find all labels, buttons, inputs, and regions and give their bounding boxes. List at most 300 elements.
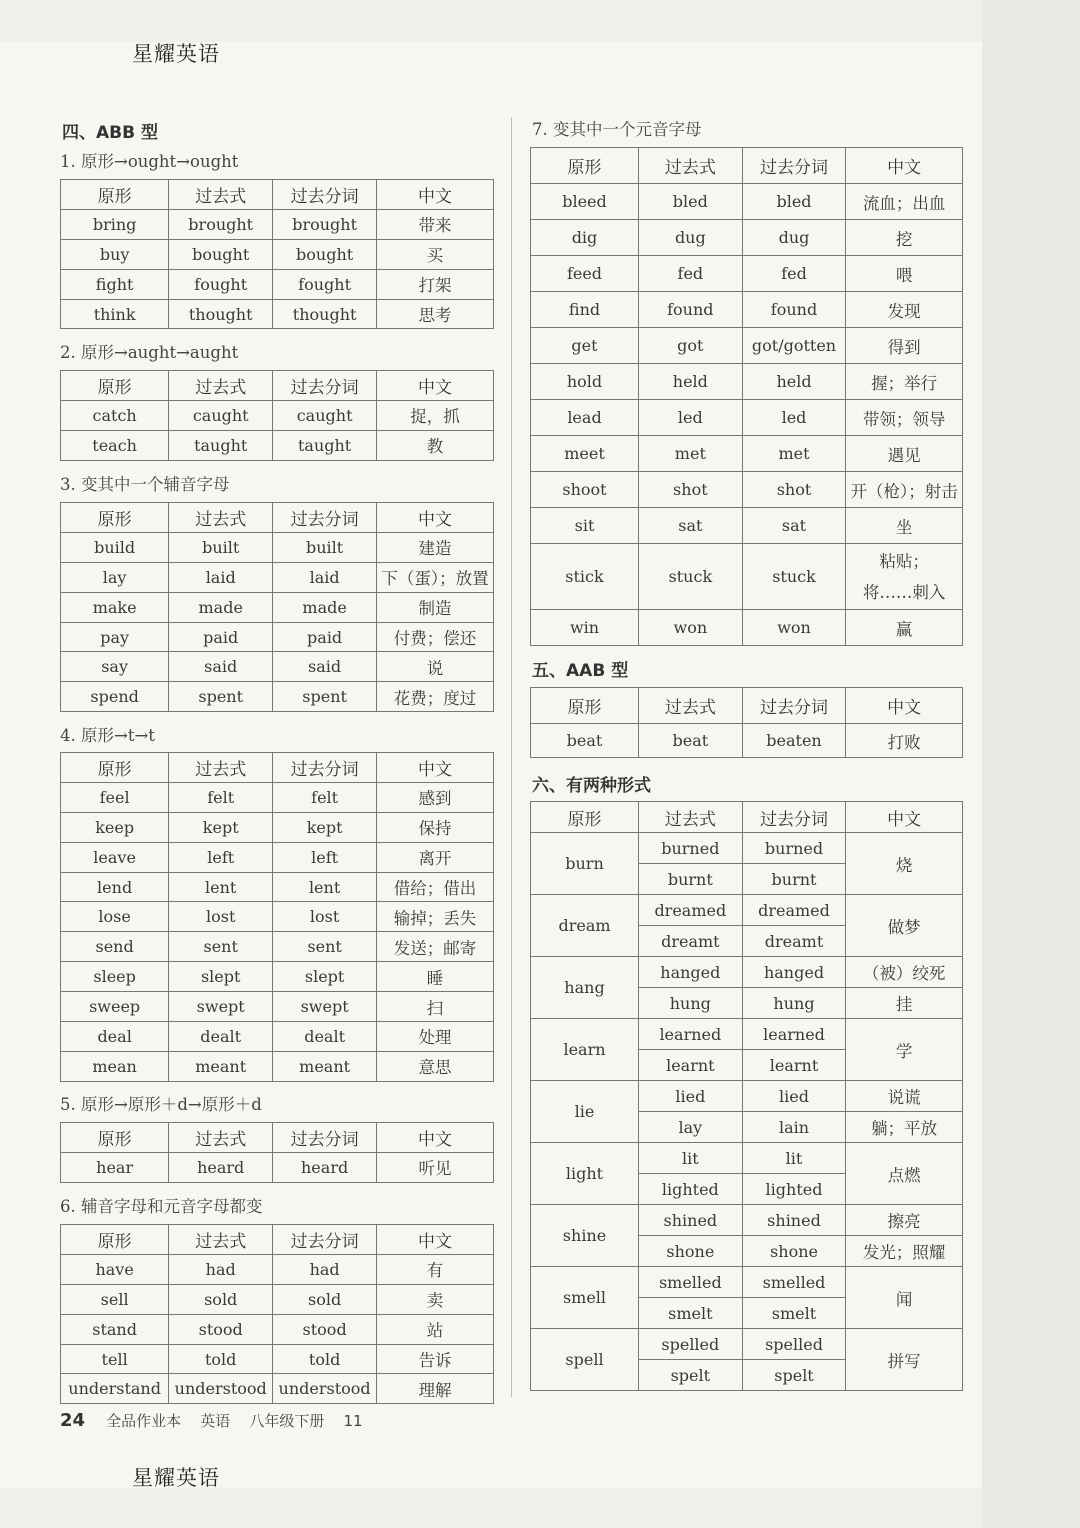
past-tense-cell: sent	[169, 932, 273, 962]
base-form-cell: shine	[531, 1205, 639, 1267]
past-participle-cell: built	[273, 532, 377, 562]
header-past-tense: 过去式	[169, 180, 273, 210]
past-participle-cell: led	[742, 400, 846, 436]
base-form-cell: spell	[531, 1329, 639, 1391]
past-participle-cell: hung	[742, 988, 846, 1019]
table-row	[61, 562, 494, 592]
top-margin	[0, 0, 982, 42]
base-form-cell: say	[61, 652, 169, 682]
past-participle-cell: sent	[273, 932, 377, 962]
group-title-2: 2. 原形→aught→aught	[60, 343, 239, 362]
watermark-top: 星耀英语	[132, 42, 220, 66]
meaning-cell: 发现	[846, 292, 963, 328]
table-row	[531, 957, 963, 988]
header-past-tense: 过去式	[169, 753, 273, 783]
verb-table-6	[60, 1224, 494, 1404]
base-form-cell: pay	[61, 622, 169, 652]
table-row	[531, 1267, 963, 1298]
past-tense-cell: learnt	[639, 1050, 743, 1081]
header-past-participle: 过去分词	[742, 688, 846, 724]
table-row	[61, 1022, 494, 1052]
past-tense-cell: built	[169, 532, 273, 562]
base-form-cell: buy	[61, 239, 169, 269]
past-participle-cell: lied	[742, 1081, 846, 1112]
header-chinese: 中文	[377, 753, 494, 783]
past-tense-cell: paid	[169, 622, 273, 652]
past-tense-cell: slept	[169, 962, 273, 992]
meaning-cell: 感到	[377, 782, 494, 812]
base-form-cell: spend	[61, 682, 169, 712]
meaning-cell: 发送；邮寄	[377, 932, 494, 962]
header-past-tense: 过去式	[169, 1225, 273, 1255]
book-name: 全品作业本	[106, 1412, 182, 1430]
past-tense-cell: fought	[169, 269, 273, 299]
table-row	[61, 1314, 494, 1344]
table-row	[531, 724, 963, 758]
page-footer	[60, 1410, 377, 1431]
past-tense-cell: got	[639, 328, 743, 364]
meaning-cell: 花费；度过	[377, 682, 494, 712]
past-tense-cell: swept	[169, 992, 273, 1022]
table-row	[531, 292, 963, 328]
table-row	[531, 833, 963, 864]
past-participle-cell: taught	[273, 430, 377, 460]
past-participle-cell: dealt	[273, 1022, 377, 1052]
table-row	[531, 184, 963, 220]
past-participle-cell: understood	[273, 1374, 377, 1404]
base-form-cell: tell	[61, 1344, 169, 1374]
base-form-cell: teach	[61, 430, 169, 460]
table-row	[531, 544, 963, 610]
column-divider	[511, 117, 512, 1397]
table-row	[531, 1205, 963, 1236]
past-tense-cell: burnt	[639, 864, 743, 895]
verb-table-5	[60, 1122, 494, 1183]
past-tense-cell: found	[639, 292, 743, 328]
header-past-participle: 过去分词	[273, 1225, 377, 1255]
table-row	[531, 436, 963, 472]
meaning-cell: 挖	[846, 220, 963, 256]
meaning-cell: 学	[846, 1019, 963, 1081]
past-participle-cell: left	[273, 842, 377, 872]
past-participle-cell: smelt	[742, 1298, 846, 1329]
base-form-cell: light	[531, 1143, 639, 1205]
meaning-cell: 赢	[846, 610, 963, 646]
past-tense-cell: bought	[169, 239, 273, 269]
base-form-cell: shoot	[531, 472, 639, 508]
meaning-cell: 遇见	[846, 436, 963, 472]
header-chinese: 中文	[846, 148, 963, 184]
table-row	[61, 1152, 494, 1182]
base-form-cell: meet	[531, 436, 639, 472]
section-title-two-forms: 六、有两种形式	[532, 776, 651, 796]
past-participle-cell: bought	[273, 239, 377, 269]
table-row	[61, 652, 494, 682]
table-row	[531, 1143, 963, 1174]
past-participle-cell: shot	[742, 472, 846, 508]
header-row	[61, 753, 494, 783]
header-row	[61, 1225, 494, 1255]
past-tense-cell: dealt	[169, 1022, 273, 1052]
table-row	[61, 782, 494, 812]
past-tense-cell: caught	[169, 400, 273, 430]
past-tense-cell: spelt	[639, 1360, 743, 1391]
base-form-cell: catch	[61, 400, 169, 430]
past-participle-cell: burned	[742, 833, 846, 864]
table-row	[531, 895, 963, 926]
section-title-abb: 四、ABB 型	[62, 123, 158, 143]
bottom-margin	[0, 1488, 982, 1528]
header-past-participle: 过去分词	[273, 503, 377, 533]
meaning-cell: 扫	[377, 992, 494, 1022]
verb-table-two-forms	[530, 801, 963, 1391]
meaning-cell: 处理	[377, 1022, 494, 1052]
meaning-cell: 制造	[377, 592, 494, 622]
past-tense-cell: lay	[639, 1112, 743, 1143]
past-participle-cell: learnt	[742, 1050, 846, 1081]
table-row	[531, 400, 963, 436]
past-participle-cell: thought	[273, 299, 377, 329]
past-tense-cell: lied	[639, 1081, 743, 1112]
meaning-cell: 躺；平放	[846, 1112, 963, 1143]
past-participle-cell: dug	[742, 220, 846, 256]
watermark-bottom: 星耀英语	[132, 1466, 220, 1490]
header-row	[61, 503, 494, 533]
past-participle-cell: hanged	[742, 957, 846, 988]
past-participle-cell: said	[273, 652, 377, 682]
grade-name: 八年级下册	[249, 1412, 325, 1430]
past-tense-cell: burned	[639, 833, 743, 864]
meaning-cell: 握；举行	[846, 364, 963, 400]
group-title-1: 1. 原形→ought→ought	[60, 152, 239, 171]
past-participle-cell: got/gotten	[742, 328, 846, 364]
group-title-5: 5. 原形→原形＋d→原形＋d	[60, 1095, 262, 1114]
header-base-form: 原形	[61, 371, 169, 401]
past-tense-cell: dug	[639, 220, 743, 256]
past-participle-cell: lost	[273, 902, 377, 932]
past-tense-cell: held	[639, 364, 743, 400]
header-base-form: 原形	[531, 802, 639, 833]
meaning-cell: 说谎	[846, 1081, 963, 1112]
past-tense-cell: led	[639, 400, 743, 436]
past-participle-cell: heard	[273, 1152, 377, 1182]
past-participle-cell: brought	[273, 209, 377, 239]
header-past-tense: 过去式	[169, 371, 273, 401]
past-tense-cell: shone	[639, 1236, 743, 1267]
meaning-cell: （被）绞死	[846, 957, 963, 988]
table-row	[61, 1284, 494, 1314]
past-tense-cell: had	[169, 1254, 273, 1284]
table-row	[61, 932, 494, 962]
past-participle-cell: sat	[742, 508, 846, 544]
base-form-cell: win	[531, 610, 639, 646]
table-row	[531, 364, 963, 400]
base-form-cell: deal	[61, 1022, 169, 1052]
base-form-cell: hold	[531, 364, 639, 400]
header-row	[531, 148, 963, 184]
meaning-cell: 打架	[377, 269, 494, 299]
group-title-6: 6. 辅音字母和元音字母都变	[60, 1197, 263, 1216]
base-form-cell: find	[531, 292, 639, 328]
past-tense-cell: met	[639, 436, 743, 472]
meaning-cell: 擦亮	[846, 1205, 963, 1236]
verb-table-3	[60, 502, 494, 712]
meaning-cell: 下（蛋）；放置	[377, 562, 494, 592]
meaning-cell: 喂	[846, 256, 963, 292]
past-participle-cell: caught	[273, 400, 377, 430]
past-participle-cell: lain	[742, 1112, 846, 1143]
header-row	[531, 802, 963, 833]
past-tense-cell: heard	[169, 1152, 273, 1182]
header-past-tense: 过去式	[169, 1123, 273, 1153]
table-row	[531, 328, 963, 364]
past-tense-cell: taught	[169, 430, 273, 460]
header-base-form: 原形	[61, 503, 169, 533]
past-tense-cell: lent	[169, 872, 273, 902]
meaning-cell: 有	[377, 1254, 494, 1284]
base-form-cell: lay	[61, 562, 169, 592]
meaning-cell: 流血；出血	[846, 184, 963, 220]
past-participle-cell: laid	[273, 562, 377, 592]
meaning-cell: 离开	[377, 842, 494, 872]
past-tense-cell: smelt	[639, 1298, 743, 1329]
header-past-participle: 过去分词	[273, 753, 377, 783]
past-participle-cell: fought	[273, 269, 377, 299]
section-title-aab: 五、AAB 型	[532, 661, 629, 681]
header-past-tense: 过去式	[639, 688, 743, 724]
past-tense-cell: lit	[639, 1143, 743, 1174]
meaning-cell: 教	[377, 430, 494, 460]
header-past-participle: 过去分词	[273, 180, 377, 210]
meaning-cell: 拼写	[846, 1329, 963, 1391]
base-form-cell: fight	[61, 269, 169, 299]
past-tense-cell: lighted	[639, 1174, 743, 1205]
past-participle-cell: stood	[273, 1314, 377, 1344]
past-tense-cell: left	[169, 842, 273, 872]
past-participle-cell: won	[742, 610, 846, 646]
past-participle-cell: lent	[273, 872, 377, 902]
past-participle-cell: made	[273, 592, 377, 622]
meaning-cell: 卖	[377, 1284, 494, 1314]
past-tense-cell: understood	[169, 1374, 273, 1404]
past-tense-cell: spelled	[639, 1329, 743, 1360]
meaning-cell: 挂	[846, 988, 963, 1019]
base-form-cell: lie	[531, 1081, 639, 1143]
past-tense-cell: sold	[169, 1284, 273, 1314]
past-participle-cell: meant	[273, 1051, 377, 1081]
meaning-cell: 输掉；丢失	[377, 902, 494, 932]
header-past-participle: 过去分词	[742, 802, 846, 833]
table-row	[531, 1329, 963, 1360]
base-form-cell: lend	[61, 872, 169, 902]
base-form-cell: make	[61, 592, 169, 622]
verb-table-1	[60, 179, 494, 329]
base-form-cell: hear	[61, 1152, 169, 1182]
meaning-cell: 发光；照耀	[846, 1236, 963, 1267]
past-tense-cell: thought	[169, 299, 273, 329]
header-chinese: 中文	[377, 1225, 494, 1255]
past-tense-cell: said	[169, 652, 273, 682]
verb-table-4	[60, 752, 494, 1082]
meaning-cell: 说	[377, 652, 494, 682]
past-tense-cell: hanged	[639, 957, 743, 988]
base-form-cell: hang	[531, 957, 639, 1019]
base-form-cell: bleed	[531, 184, 639, 220]
table-row	[61, 1254, 494, 1284]
past-participle-cell: shined	[742, 1205, 846, 1236]
past-tense-cell: shined	[639, 1205, 743, 1236]
group-title-4: 4. 原形→t→t	[60, 726, 155, 745]
meaning-cell: 买	[377, 239, 494, 269]
base-form-cell: leave	[61, 842, 169, 872]
past-participle-cell: held	[742, 364, 846, 400]
meaning-cell: 理解	[377, 1374, 494, 1404]
table-row	[531, 472, 963, 508]
base-form-cell: burn	[531, 833, 639, 895]
header-base-form: 原形	[531, 688, 639, 724]
past-participle-cell: lit	[742, 1143, 846, 1174]
table-row	[61, 622, 494, 652]
base-form-cell: sweep	[61, 992, 169, 1022]
meaning-cell: 带来	[377, 209, 494, 239]
meaning-cell: 思考	[377, 299, 494, 329]
table-row	[531, 220, 963, 256]
meaning-cell: 告诉	[377, 1344, 494, 1374]
meaning-cell: 捉，抓	[377, 400, 494, 430]
table-row	[61, 269, 494, 299]
meaning-cell: 开（枪）；射击	[846, 472, 963, 508]
meaning-cell: 点燃	[846, 1143, 963, 1205]
past-participle-cell: spent	[273, 682, 377, 712]
past-participle-cell: shone	[742, 1236, 846, 1267]
past-participle-cell: dreamed	[742, 895, 846, 926]
base-form-cell: beat	[531, 724, 639, 758]
past-participle-cell: fed	[742, 256, 846, 292]
past-tense-cell: told	[169, 1344, 273, 1374]
table-row	[61, 682, 494, 712]
base-form-cell: send	[61, 932, 169, 962]
past-tense-cell: beat	[639, 724, 743, 758]
base-form-cell: bring	[61, 209, 169, 239]
past-participle-cell: kept	[273, 812, 377, 842]
meaning-cell: 闻	[846, 1267, 963, 1329]
page-code: 11	[343, 1412, 363, 1430]
base-form-cell: learn	[531, 1019, 639, 1081]
header-past-participle: 过去分词	[273, 1123, 377, 1153]
past-tense-cell: brought	[169, 209, 273, 239]
past-participle-cell: burnt	[742, 864, 846, 895]
table-row	[61, 209, 494, 239]
base-form-cell: understand	[61, 1374, 169, 1404]
base-form-cell: feel	[61, 782, 169, 812]
past-tense-cell: smelled	[639, 1267, 743, 1298]
meaning-cell: 烧	[846, 833, 963, 895]
past-tense-cell: stood	[169, 1314, 273, 1344]
meaning-cell: 站	[377, 1314, 494, 1344]
base-form-cell: stand	[61, 1314, 169, 1344]
header-base-form: 原形	[61, 753, 169, 783]
past-tense-cell: bled	[639, 184, 743, 220]
past-participle-cell: met	[742, 436, 846, 472]
table-row	[61, 1051, 494, 1081]
past-participle-cell: sold	[273, 1284, 377, 1314]
meaning-cell: 保持	[377, 812, 494, 842]
base-form-cell: mean	[61, 1051, 169, 1081]
base-form-cell: get	[531, 328, 639, 364]
past-participle-cell: told	[273, 1344, 377, 1374]
base-form-cell: dream	[531, 895, 639, 957]
verb-table-7	[530, 147, 963, 646]
table-row	[61, 1374, 494, 1404]
base-form-cell: lead	[531, 400, 639, 436]
group-title-3: 3. 变其中一个辅音字母	[60, 475, 230, 494]
past-tense-cell: learned	[639, 1019, 743, 1050]
past-participle-cell: learned	[742, 1019, 846, 1050]
past-tense-cell: shot	[639, 472, 743, 508]
base-form-cell: think	[61, 299, 169, 329]
table-row	[61, 812, 494, 842]
meaning-cell: 坐	[846, 508, 963, 544]
past-participle-cell: dreamt	[742, 926, 846, 957]
past-tense-cell: made	[169, 592, 273, 622]
base-form-cell: sit	[531, 508, 639, 544]
table-row	[61, 430, 494, 460]
base-form-cell: lose	[61, 902, 169, 932]
header-past-participle: 过去分词	[273, 371, 377, 401]
table-row	[531, 1081, 963, 1112]
meaning-cell: 听见	[377, 1152, 494, 1182]
meaning-cell: 睡	[377, 962, 494, 992]
base-form-cell: build	[61, 532, 169, 562]
table-row	[61, 239, 494, 269]
past-participle-cell: beaten	[742, 724, 846, 758]
subject-name: 英语	[200, 1412, 231, 1430]
header-row	[531, 688, 963, 724]
past-participle-cell: stuck	[742, 544, 846, 610]
table-row	[531, 1019, 963, 1050]
table-row	[61, 992, 494, 1022]
base-form-cell: smell	[531, 1267, 639, 1329]
meaning-cell: 打败	[846, 724, 963, 758]
past-participle-cell: bled	[742, 184, 846, 220]
header-chinese: 中文	[377, 1123, 494, 1153]
past-participle-cell: slept	[273, 962, 377, 992]
past-tense-cell: won	[639, 610, 743, 646]
meaning-cell: 意思	[377, 1051, 494, 1081]
group-title-7: 7. 变其中一个元音字母	[532, 120, 702, 139]
table-row	[61, 400, 494, 430]
meaning-cell: 借给；借出	[377, 872, 494, 902]
header-chinese: 中文	[377, 180, 494, 210]
header-past-tense: 过去式	[169, 503, 273, 533]
table-row	[61, 902, 494, 932]
meaning-cell: 得到	[846, 328, 963, 364]
header-past-tense: 过去式	[639, 148, 743, 184]
header-base-form: 原形	[61, 1225, 169, 1255]
table-row	[61, 962, 494, 992]
past-tense-cell: stuck	[639, 544, 743, 610]
past-participle-cell: found	[742, 292, 846, 328]
past-tense-cell: dreamed	[639, 895, 743, 926]
table-row	[61, 299, 494, 329]
table-row	[61, 532, 494, 562]
verb-table-aab	[530, 687, 963, 758]
base-form-cell: keep	[61, 812, 169, 842]
verb-table-2	[60, 370, 494, 461]
past-participle-cell: smelled	[742, 1267, 846, 1298]
past-participle-cell: swept	[273, 992, 377, 1022]
past-tense-cell: fed	[639, 256, 743, 292]
